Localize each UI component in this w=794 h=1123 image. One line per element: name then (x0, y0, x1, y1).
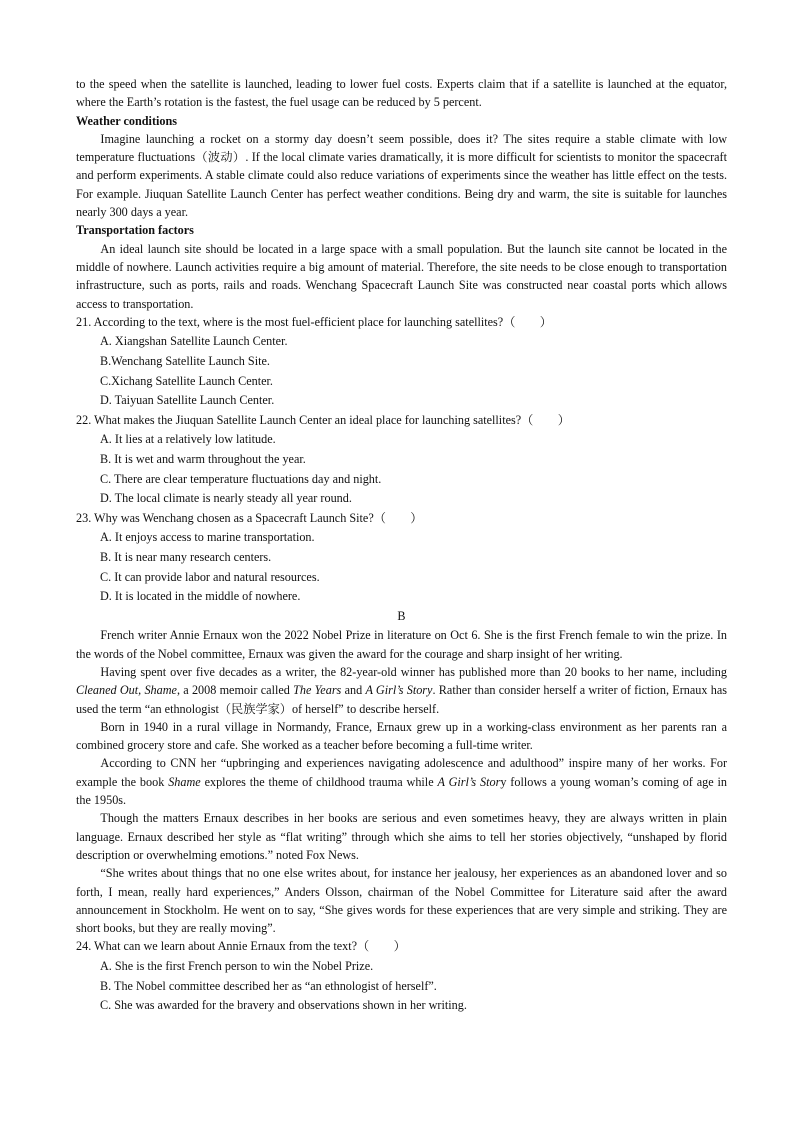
passage-b-para-5: Though the matters Ernaux describes in her books are serious and even sometimes heavy, they are always written in plain language. Ernaux described her style as “flat writing” through which she aims to tell her stories objectively, “unshaped by florid description or overwhelming emotions.” noted Fox News. (76, 811, 727, 862)
question-21-option-b[interactable]: B.Wenchang Satellite Launch Site. (100, 354, 270, 369)
question-23-option-a[interactable]: A. It enjoys access to marine transportation. (100, 530, 315, 545)
book-title-the-years: The Years (293, 683, 342, 698)
question-24-option-b[interactable]: B. The Nobel committee described her as “an ethnologist of herself”. (100, 978, 437, 993)
passage-b-para-6: “She writes about things that no one else writes about, for instance her jealousy, her experiences as an abandoned lover and so forth, I mean, really hard experiences,” Anders Olsson, chairman of the Nobel Committee for Literature said after the award announcement in Stockholm. He went on to say, “She gives words for these experiences that are very simple and striking. They are short books, but they are really moving”. (76, 866, 727, 936)
question-22: 22. What makes the Jiuquan Satellite Launch Center an ideal place for launching satellites?（ ） (76, 412, 570, 427)
passage-b-para-1: French writer Annie Ernaux won the 2022 Nobel Prize in literature on Oct 6. She is the first French female to win the prize. In the words of the Nobel committee, Ernaux was given the award for the courage and sharp insight of her writing. (76, 628, 727, 661)
para2-text-3: and (341, 683, 366, 698)
para2-text-4: . Rather than consider herself a writer of fiction, Ernaux has used the term “an ethnologist（民族学家）of herself” to describe herself. (76, 683, 727, 716)
para4-text-3: y follows a young woman’s coming of age in the 1950s. (76, 774, 727, 808)
para4-text-2: explores the theme of childhood trauma while (200, 774, 438, 789)
passage-b-para-2 (76, 663, 727, 718)
question-23-option-b[interactable]: B. It is near many research centers. (100, 549, 272, 564)
passage-b-para-3: Born in 1940 in a rural village in Normandy, France, Ernaux grew up in a working-class environment as her parents ran a combined grocery store and cafe. She worked as a teacher before becoming a full-time writer. (76, 719, 727, 753)
question-23-option-c[interactable]: C. It can provide labor and natural resources. (100, 569, 320, 584)
question-23: 23. Why was Wenchang chosen as a Spacecraft Launch Site?（ ） (76, 510, 423, 525)
question-21-option-a[interactable]: A. Xiangshan Satellite Launch Center. (100, 334, 288, 349)
para4-text-1: According to CNN her “upbringing and experiences navigating adolescence and adulthood” inspire many of her works. For example the book (76, 756, 727, 789)
transport-heading: Transportation factors (76, 223, 194, 238)
book-title-shame: Shame (168, 774, 201, 789)
question-21: 21. According to the text, where is the most fuel-efficient place for launching satellites?（ ） (76, 314, 552, 329)
book-title-cleaned-out-shame: Cleaned Out, Shame (76, 683, 177, 698)
section-b-label: B (397, 608, 406, 623)
exam-page (76, 75, 727, 1016)
weather-paragraph: Imagine launching a rocket on a stormy day doesn’t seem possible, does it? The sites require a stable climate with low temperature fluctuations（波动）. If the local climate varies dramatically, it is more difficult for scientists to monitor the spacecraft and perform experiments. A stable climate could also reduce variations of experiments since the weather has little effect on the tests. For example. Jiuquan Satellite Launch Center has perfect weather conditions. Being dry and warm, the site is suitable for launches nearly 300 days a year. (76, 131, 727, 220)
question-21-option-d[interactable]: D. Taiyuan Satellite Launch Center. (100, 393, 275, 408)
weather-heading: Weather conditions (76, 113, 178, 128)
question-24-option-a[interactable]: A. She is the first French person to win the Nobel Prize. (100, 959, 374, 973)
question-22-option-b[interactable]: B. It is wet and warm throughout the year. (100, 452, 306, 467)
question-22-option-d[interactable]: D. The local climate is nearly steady all year round. (100, 491, 352, 506)
passage-b-para-4 (76, 754, 727, 809)
para2-text-1: Having spent over five decades as a writer, the 82-year-old winner has published more than 20 books to her name, including (100, 664, 727, 679)
question-22-option-c[interactable]: C. There are clear temperature fluctuations day and night. (100, 471, 382, 486)
question-21-option-c[interactable]: C.Xichang Satellite Launch Center. (100, 373, 273, 388)
para2-text-2: , a 2008 memoir called (176, 683, 294, 698)
book-title-a-girls-story: A Girl’s Story (365, 683, 433, 698)
passage-a-intro: to the speed when the satellite is launched, leading to lower fuel costs. Experts claim that if a satellite is launched at the equator, where the Earth’s rotation is the fastest, the fuel usage can be reduced by 5 percent. (76, 77, 727, 110)
transport-paragraph: An ideal launch site should be located in a large space with a small population. But the launch site cannot be located in the middle of nowhere. Launch activities require a big amount of material. Therefore, the site needs to be close enough to transportation infrastructure, such as ports, rails and roads. Wenchang Spacecraft Launch Site was constructed near coastal ports which allows access to transportation. (76, 241, 727, 311)
question-24-option-c[interactable]: C. She was awarded for the bravery and observations shown in her writing. (100, 998, 467, 1013)
question-22-option-a[interactable]: A. It lies at a relatively low latitude. (100, 432, 276, 447)
question-23-option-d[interactable]: D. It is located in the middle of nowhere. (100, 589, 301, 604)
question-24: 24. What can we learn about Annie Ernaux from the text?（ ） (76, 939, 406, 954)
book-title-a-girls-story-2: A Girl’s Stor (437, 774, 501, 789)
